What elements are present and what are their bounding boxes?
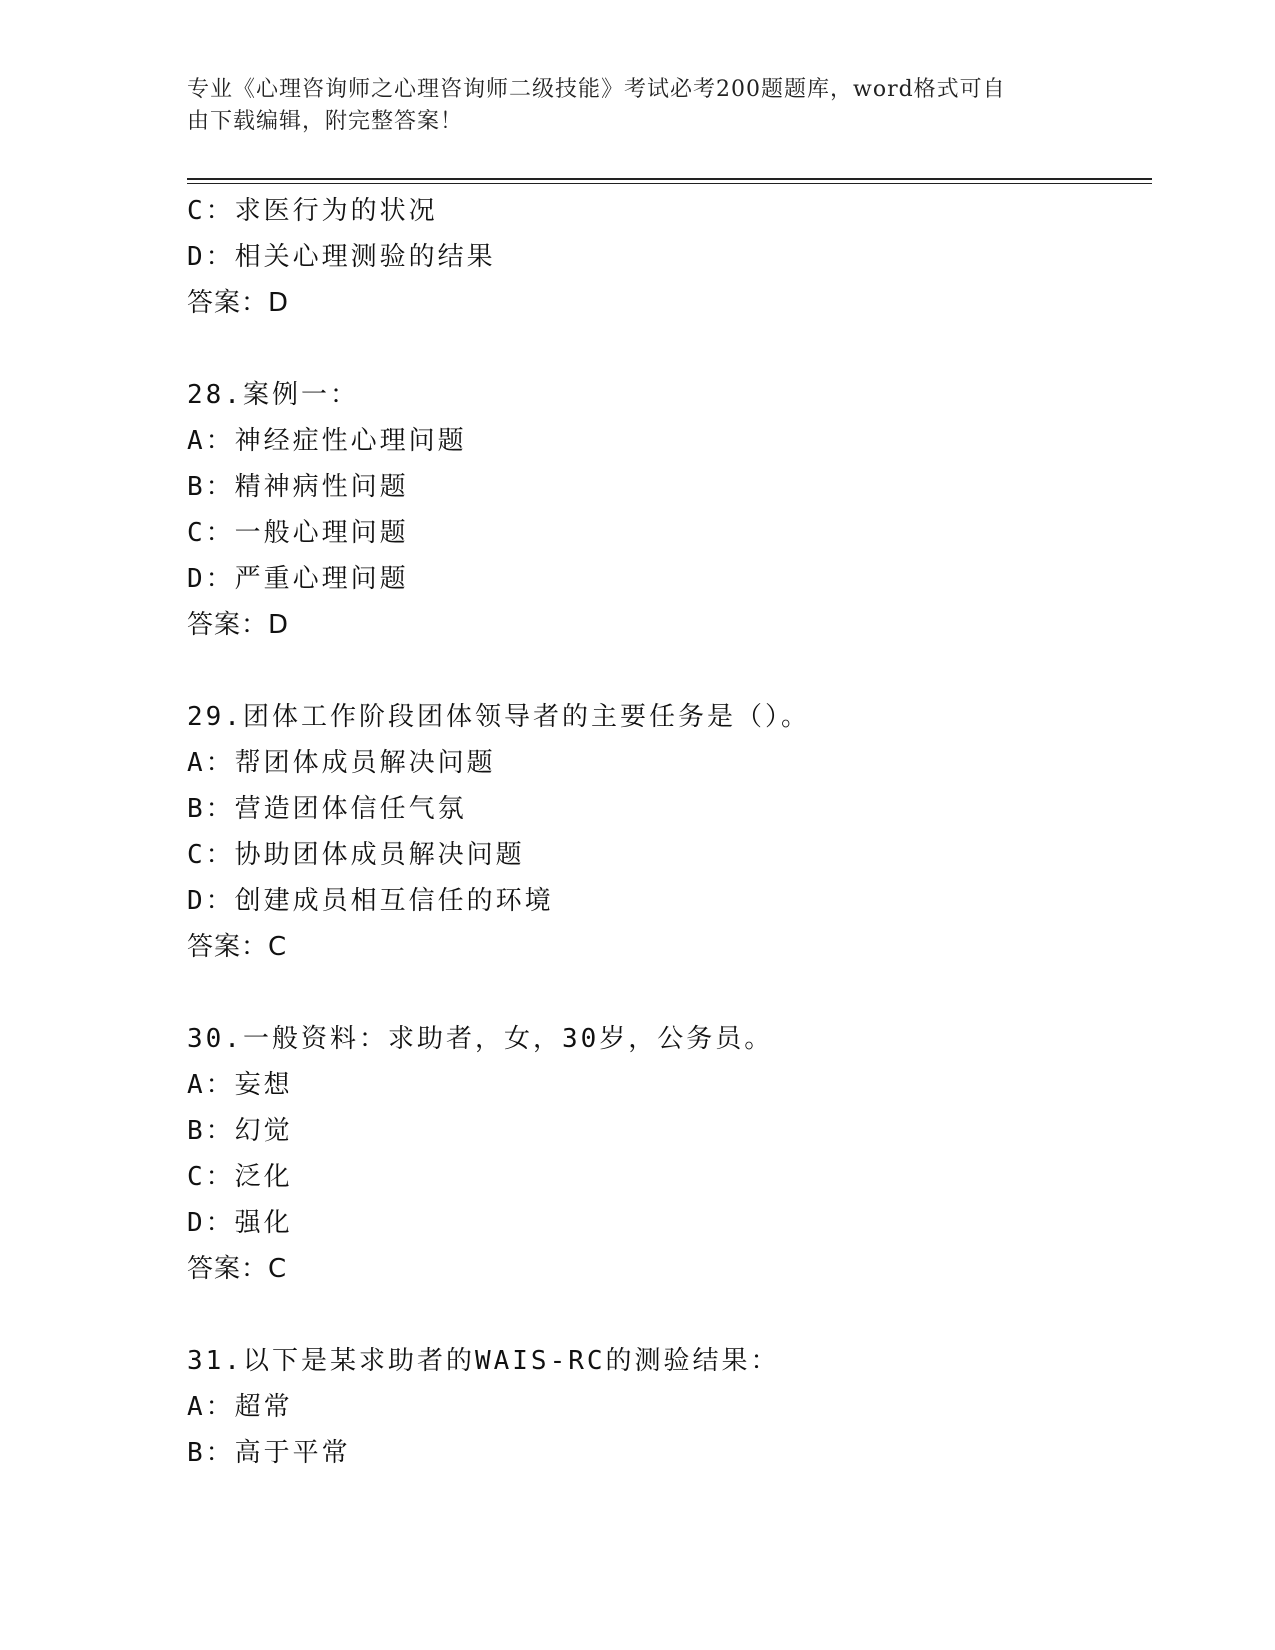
option-b: B：幻觉 <box>187 1116 293 1146</box>
option-d: D：强化 <box>187 1208 293 1238</box>
option-b: B：营造团体信任气氛 <box>187 794 467 824</box>
question-stem: 28.案例一： <box>187 380 359 410</box>
spacer <box>187 1292 1152 1338</box>
option-b: B：精神病性问题 <box>187 472 409 502</box>
spacer <box>187 970 1152 1016</box>
option-a: A：妄想 <box>187 1070 293 1100</box>
option-d: D：相关心理测验的结果 <box>187 242 496 272</box>
question-stem: 31.以下是某求助者的WAIS-RC的测验结果： <box>187 1346 780 1376</box>
question-list <box>187 188 1152 1476</box>
option-c: C：求医行为的状况 <box>187 196 438 226</box>
header-line-1: 专业《心理咨询师之心理咨询师二级技能》考试必考200题题库，word格式可自 <box>187 77 1006 102</box>
answer-line: 答案：C <box>187 932 288 962</box>
option-a: A：神经症性心理问题 <box>187 426 467 456</box>
spacer <box>187 326 1152 372</box>
header-divider-thick <box>187 178 1152 180</box>
answer-line: 答案：C <box>187 1254 288 1284</box>
option-d: D：严重心理问题 <box>187 564 409 594</box>
option-c: C：协助团体成员解决问题 <box>187 840 525 870</box>
option-a: A：超常 <box>187 1392 293 1422</box>
header-line-2: 由下载编辑，附完整答案！ <box>187 109 464 134</box>
answer-line: 答案：D <box>187 610 290 640</box>
spacer <box>187 648 1152 694</box>
question-stem: 30.一般资料：求助者，女，30岁，公务员。 <box>187 1024 774 1054</box>
option-c: C：泛化 <box>187 1162 293 1192</box>
option-d: D：创建成员相互信任的环境 <box>187 886 554 916</box>
option-b: B：高于平常 <box>187 1438 351 1468</box>
option-c: C：一般心理问题 <box>187 518 409 548</box>
option-a: A：帮团体成员解决问题 <box>187 748 496 778</box>
answer-line: 答案：D <box>187 288 290 318</box>
document-header <box>187 74 1087 138</box>
question-stem: 29.团体工作阶段团体领导者的主要任务是（）。 <box>187 702 810 732</box>
header-divider-thin <box>187 183 1152 184</box>
